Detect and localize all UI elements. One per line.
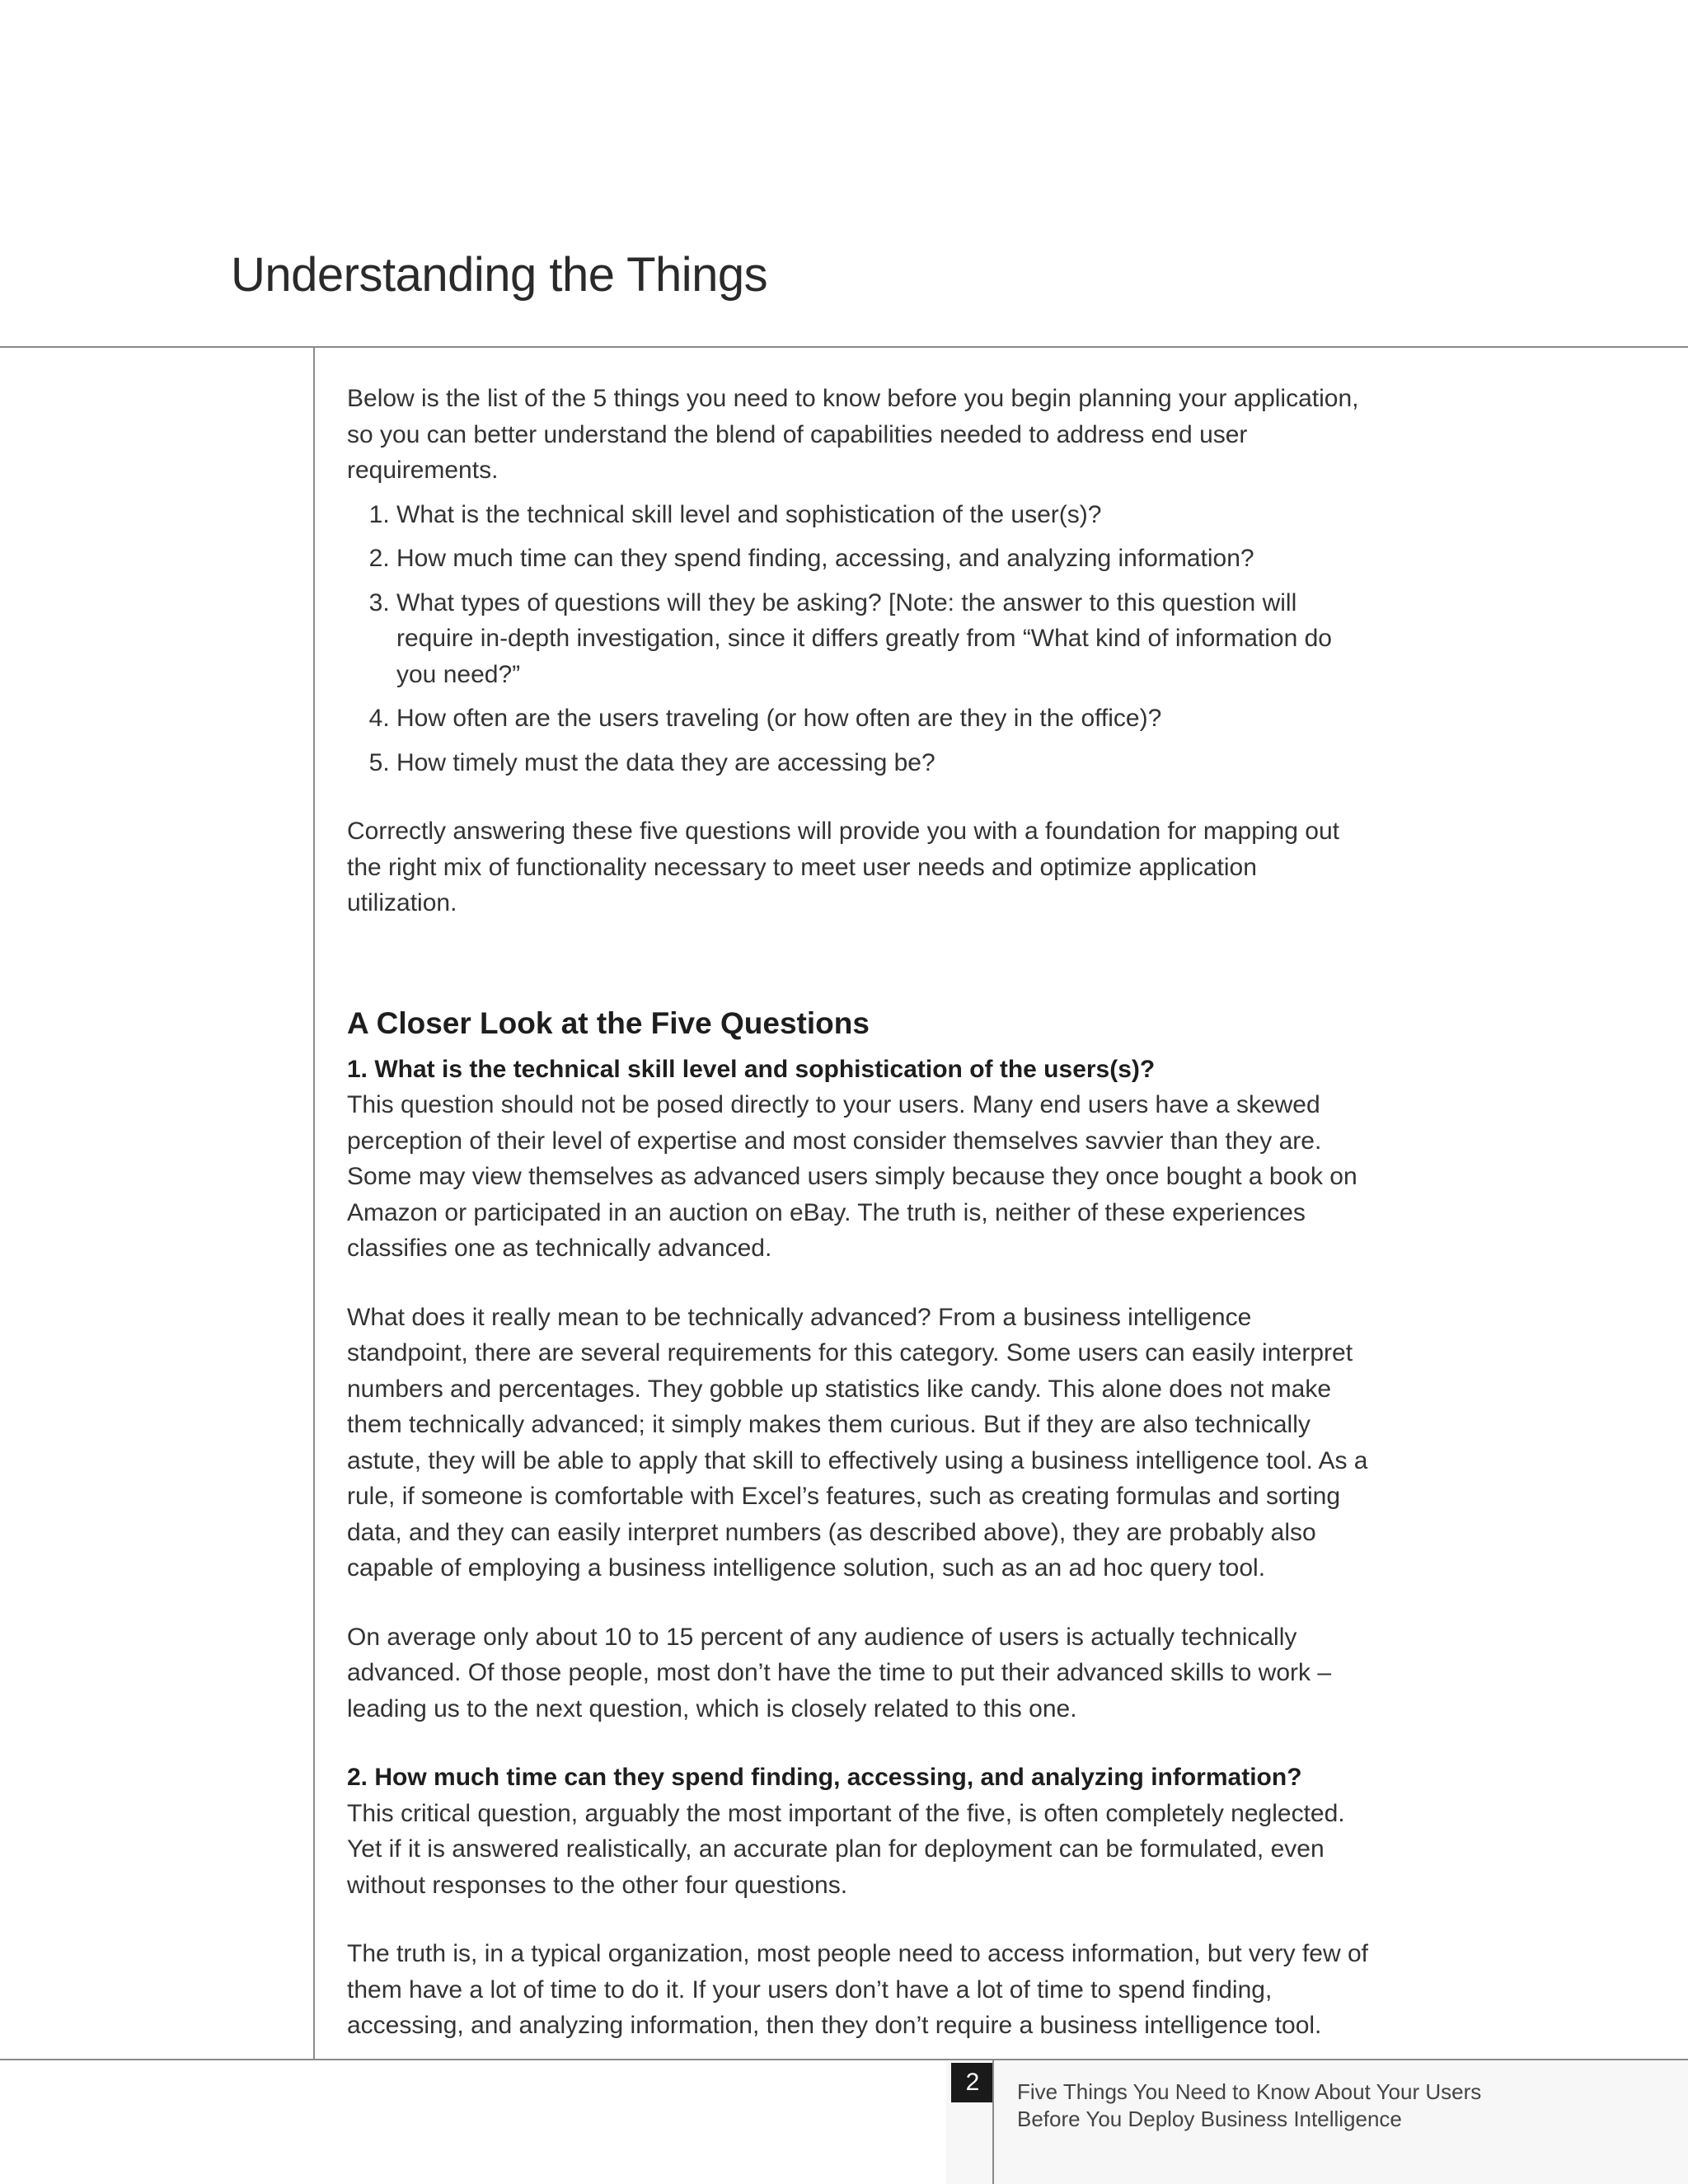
things-list <box>347 497 1373 781</box>
paragraph: The truth is, in a typical organization, most people need to access information, but very few of them have a lot of time to do it. If your users don’t have a lot of time to spend finding, accessing, and analyzing information, then they don’t require a business intelligence tool. <box>347 1940 1368 2039</box>
section-heading: A Closer Look at the Five Questions <box>347 1005 870 1040</box>
footer-divider <box>992 2060 994 2184</box>
list-item: 4. How often are the users traveling (or how often are they in the office)? <box>396 701 1373 737</box>
intro-paragraph: Below is the list of the 5 things you need to know before you begin planning your application, so you can better understand the blend of capabilities needed to address end user requirements. <box>347 385 1359 484</box>
list-item: 3. What types of questions will they be asking? [Note: the answer to this question will require in-depth investigation, since it differs greatly from “What kind of information do you need?” <box>396 585 1373 693</box>
list-item: 1. What is the technical skill level and sophistication of the user(s)? <box>396 497 1373 533</box>
intro-conclusion: Correctly answering these five questions will provide you with a foundation for mapping out the right mix of functionality necessary to meet user needs and optimize application utilization. <box>347 818 1339 916</box>
footer-line-1: Five Things You Need to Know About Your Users <box>1017 2079 1482 2104</box>
top-rule <box>0 346 1688 348</box>
paragraph: On average only about 10 to 15 percent of any audience of users is actually technically advanced. Of those people, most don’t have the time to put their advanced skills to work – leading us to the next question, which is closely related to this one. <box>347 1623 1332 1722</box>
paragraph: What does it really mean to be technically advanced? From a business intelligence standpoint, there are several requirements for this category. Some users can easily interpret numbers and percentages. They gobble up statistics like candy. This alone does not make them technically advanced; it simply makes them curious. But if they are also technically astute, they will be able to apply that skill to effectively using a business intelligence tool. As a rule, if someone is comfortable with Excel’s features, such as creating formulas and sorting data, and they can easily interpret numbers (as described above), they are probably also capable of employing a business intelligence solution, such as an ad hoc query tool. <box>347 1303 1368 1582</box>
list-item: 5. How timely must the data they are accessing be? <box>396 745 1373 781</box>
footer-title <box>1017 2079 1481 2133</box>
page-title: Understanding the Things <box>231 248 768 302</box>
question-2-heading: 2. How much time can they spend finding, accessing, and analyzing information? <box>347 1764 1302 1791</box>
footer-line-2: Before You Deploy Business Intelligence <box>1017 2107 1402 2131</box>
main-content <box>347 381 1373 2044</box>
paragraph: This critical question, arguably the most important of the five, is often completely neglected. Yet if it is answered realistically, an accurate plan for deployment can be formulated, even without responses to the other four questions. <box>347 1799 1345 1899</box>
list-item: 2. How much time can they spend finding, accessing, and analyzing information? <box>396 541 1373 577</box>
left-margin-rule <box>313 347 315 2060</box>
question-1-heading: 1. What is the technical skill level and sophistication of the users(s)? <box>347 1055 1156 1083</box>
paragraph: This question should not be posed directly to your users. Many end users have a skewed perception of their level of expertise and most consider themselves savvier than they are. Some may view themselves as advanced users simply because they once bought a book on Amazon or participated in an auction on eBay. The truth is, neither of these experiences classifies one as technically advanced. <box>347 1091 1357 1262</box>
page-number: 2 <box>951 2063 994 2102</box>
